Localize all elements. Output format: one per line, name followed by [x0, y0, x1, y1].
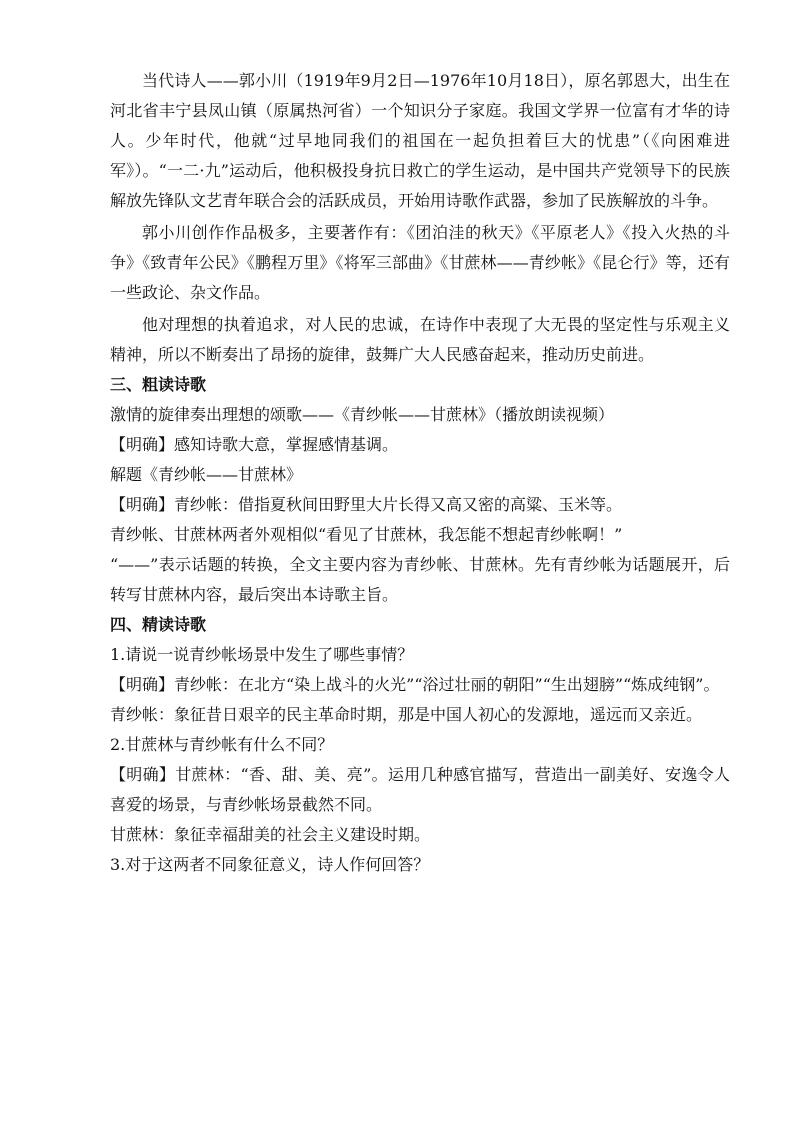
section3-line-clarify-1: 【明确】感知诗歌大意，掌握感情基调。 — [110, 435, 399, 454]
section3-line-intro: 激情的旋律奏出理想的颂歌——《青纱帐——甘蔗林》（播放朗读视频） — [110, 405, 615, 424]
section4-answer-2: 【明确】甘蔗林：“香、甜、美、亮”。运用几种感官描写，营造出一副美好、安逸令人喜爱的场景，与青纱帐场景截然不同。 — [110, 765, 730, 814]
intro-paragraph-spirit: 他对理想的执着追求，对人民的忠诚，在诗作中表现了大无畏的坚定性与乐观主义精神，所以不断奏出了昂扬的旋律，鼓舞广大人民感奋起来，推动历史前进。 — [110, 315, 730, 364]
section-heading-close-reading: 四、精读诗歌 — [110, 615, 207, 634]
intro-paragraph-biography: 当代诗人——郭小川（1919年9月2日—1976年10月18日），原名郭恩大，出生在河北省丰宁县凤山镇（原属热河省）一个知识分子家庭。我国文学界一位富有才华的诗人。少年时代，他就“过早地同我们的祖国在一起负担着巨大的忧患”（《向困难进军》）。“一二·九”运动后，他积极投身抗日救亡的学生运动，是中国共产党领导下的民族解放先锋队文艺青年联合会的活跃成员，开始用诗歌作武器，参加了民族解放的斗争。 — [110, 71, 730, 210]
section3-line-clarify-2: 【明确】青纱帐：借指夏秋间田野里大片长得又高又密的高粱、玉米等。 — [110, 495, 623, 514]
section4-question-1: 1.请说一说青纱帐场景中发生了哪些事情？ — [110, 645, 414, 664]
section3-line-dash-meaning: “——”表示话题的转换，全文主要内容为青纱帐、甘蔗林。先有青纱帐为话题展开，后转写甘蔗林内容，最后突出本诗歌主旨。 — [110, 555, 730, 604]
section-heading-skim-reading: 三、粗读诗歌 — [110, 375, 207, 394]
intro-paragraph-works: 郭小川创作作品极多，主要著作有：《团泊洼的秋天》《平原老人》《投入火热的斗争》《致青年公民》《鹏程万里》《将军三部曲》《甘蔗林——青纱帐》《昆仑行》等，还有一些政论、杂文作品。 — [110, 223, 730, 302]
document-body — [110, 66, 730, 880]
section4-question-2: 2.甘蔗林与青纱帐有什么不同？ — [110, 735, 334, 754]
section4-note-1: 青纱帐：象征昔日艰辛的民主革命时期，那是中国人初心的发源地，遥远而又亲近。 — [110, 705, 703, 724]
section4-question-3: 3.对于这两者不同象征意义，诗人作何回答？ — [110, 855, 430, 874]
section4-answer-1: 【明确】青纱帐：在北方“染上战斗的火光”“浴过壮丽的朝阳”“生出翅膀”“炼成纯钢”。 — [110, 675, 720, 694]
section3-line-title-explain: 解题《青纱帐——甘蔗林》 — [110, 465, 303, 484]
section4-note-2: 甘蔗林：象征幸福甜美的社会主义建设时期。 — [110, 825, 431, 844]
section3-line-comparison: 青纱帐、甘蔗林两者外观相似“看见了甘蔗林，我怎能不想起青纱帐啊！” — [110, 525, 623, 544]
